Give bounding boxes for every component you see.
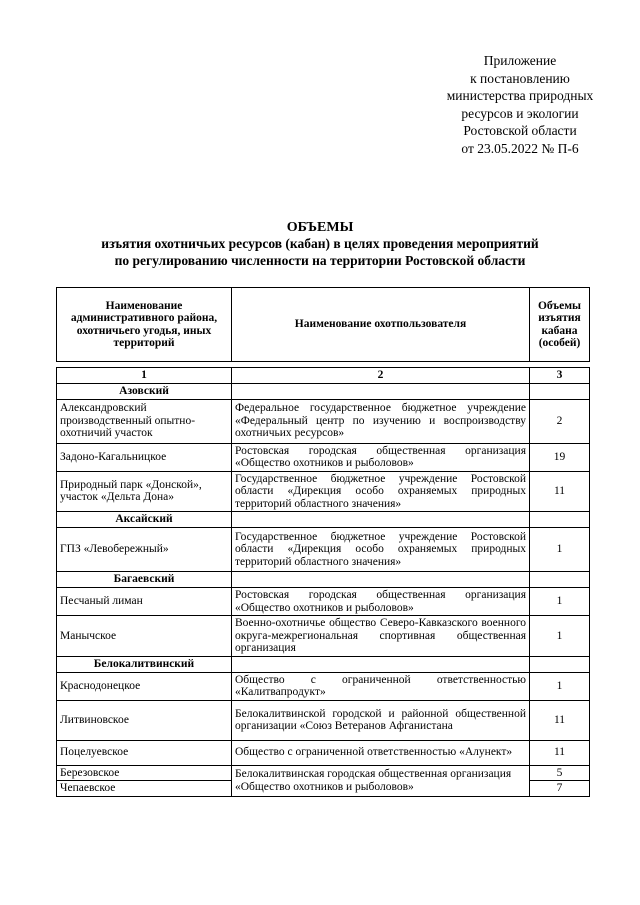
table-row [57, 616, 590, 657]
volume-cell: 1 [530, 672, 590, 700]
territory-cell: Краснодонецкое [57, 672, 232, 700]
document-title: ОБЪЕМЫ [286, 220, 354, 235]
empty-cell [232, 383, 530, 399]
district-row [57, 572, 590, 588]
empty-cell [530, 383, 590, 399]
empty-cell [232, 512, 530, 528]
user-cell: Государственное бюджетное учреждение Ростовской области «Дирекция особо охраняемых природных территорий областного значения» [232, 471, 530, 512]
header-territory: Наименование административного района, охотничьего угодья, иных территорий [57, 288, 232, 362]
table-row [57, 765, 590, 781]
harvest-volume-table [56, 287, 590, 797]
territory-cell: Песчаный лиман [57, 588, 232, 616]
volume-cell: 11 [530, 700, 590, 740]
volume-cell: 1 [530, 616, 590, 657]
table-row [57, 399, 590, 443]
territory-cell: Поцелуевское [57, 740, 232, 765]
territory-cell: Манычское [57, 616, 232, 657]
territory-cell: Задоно-Кагальницкое [57, 443, 232, 471]
document-subtitle-line-2: по регулированию численности на территории Ростовской области [114, 253, 526, 268]
user-cell: Белокалитвинская городская общественная организация «Общество охотников и рыболовов» [232, 765, 530, 796]
volume-cell: 11 [530, 471, 590, 512]
appendix-line: министерства природных [446, 88, 594, 103]
district-name: Белокалитвинский [57, 656, 232, 672]
district-name: Аксайский [57, 512, 232, 528]
appendix-line: ресурсов и экологии [461, 105, 579, 121]
territory-cell: Березовское [57, 765, 232, 781]
appendix-line: от 23.05.2022 № П-6 [461, 140, 579, 156]
territory-cell: Литвиновское [57, 700, 232, 740]
header-volume: Объемы изъятия кабана (особей) [530, 288, 590, 362]
volume-cell: 11 [530, 740, 590, 765]
volume-cell: 5 [530, 765, 590, 781]
empty-cell [232, 572, 530, 588]
user-cell: Военно-охотничье общество Северо-Кавказского военного округа-межрегиональная спортивная общественная организация [232, 616, 530, 657]
appendix-block [420, 52, 620, 157]
table-row [57, 700, 590, 740]
territory-cell: ГПЗ «Левобережный» [57, 528, 232, 572]
appendix-line: Ростовской области [463, 123, 577, 138]
column-number: 2 [232, 368, 530, 384]
volume-cell: 19 [530, 443, 590, 471]
district-row [57, 656, 590, 672]
table-row [57, 588, 590, 616]
column-numbers-row [57, 368, 590, 384]
table-row [57, 471, 590, 512]
column-number: 3 [530, 368, 590, 384]
table-row [57, 672, 590, 700]
district-row [57, 383, 590, 399]
table-row [57, 443, 590, 471]
column-number: 1 [57, 368, 232, 384]
empty-cell [530, 572, 590, 588]
user-cell: Общество с ограниченной ответственностью «Алунект» [232, 740, 530, 765]
user-cell: Общество с ограниченной ответственностью «Калитвапродукт» [232, 672, 530, 700]
volume-cell: 1 [530, 528, 590, 572]
appendix-line: Приложение [483, 53, 557, 68]
volume-cell: 2 [530, 399, 590, 443]
table-row [57, 740, 590, 765]
territory-cell: Александровский производственный опытно-охотничий участок [57, 399, 232, 443]
user-cell: Государственное бюджетное учреждение Ростовской области «Дирекция особо охраняемых природных территорий областного значения» [232, 528, 530, 572]
user-cell: Белокалитвинской городской и районной общественной организации «Союз Ветеранов Афганистана [232, 700, 530, 740]
document-subtitle-line-1: изъятия охотничьих ресурсов (кабан) в целях проведения мероприятий [101, 236, 539, 251]
appendix-line: к постановлению [470, 70, 570, 86]
volume-cell: 1 [530, 588, 590, 616]
empty-cell [530, 512, 590, 528]
table-body [57, 362, 590, 797]
header-user: Наименование охотпользователя [232, 288, 530, 362]
territory-cell: Чепаевское [57, 781, 232, 797]
district-name: Багаевский [57, 572, 232, 588]
table-row [57, 528, 590, 572]
district-name: Азовский [57, 383, 232, 399]
empty-cell [530, 656, 590, 672]
volume-cell: 7 [530, 781, 590, 797]
empty-cell [232, 656, 530, 672]
district-row [57, 512, 590, 528]
user-cell: Федеральное государственное бюджетное учреждение «Федеральный центр по изучению и воспроизводству охотничьих ресурсов» [232, 399, 530, 443]
user-cell: Ростовская городская общественная организация «Общество охотников и рыболовов» [232, 588, 530, 616]
territory-cell: Природный парк «Донской», участок «Дельта Дона» [57, 471, 232, 512]
user-cell: Ростовская городская общественная организация «Общество охотников и рыболовов» [232, 443, 530, 471]
